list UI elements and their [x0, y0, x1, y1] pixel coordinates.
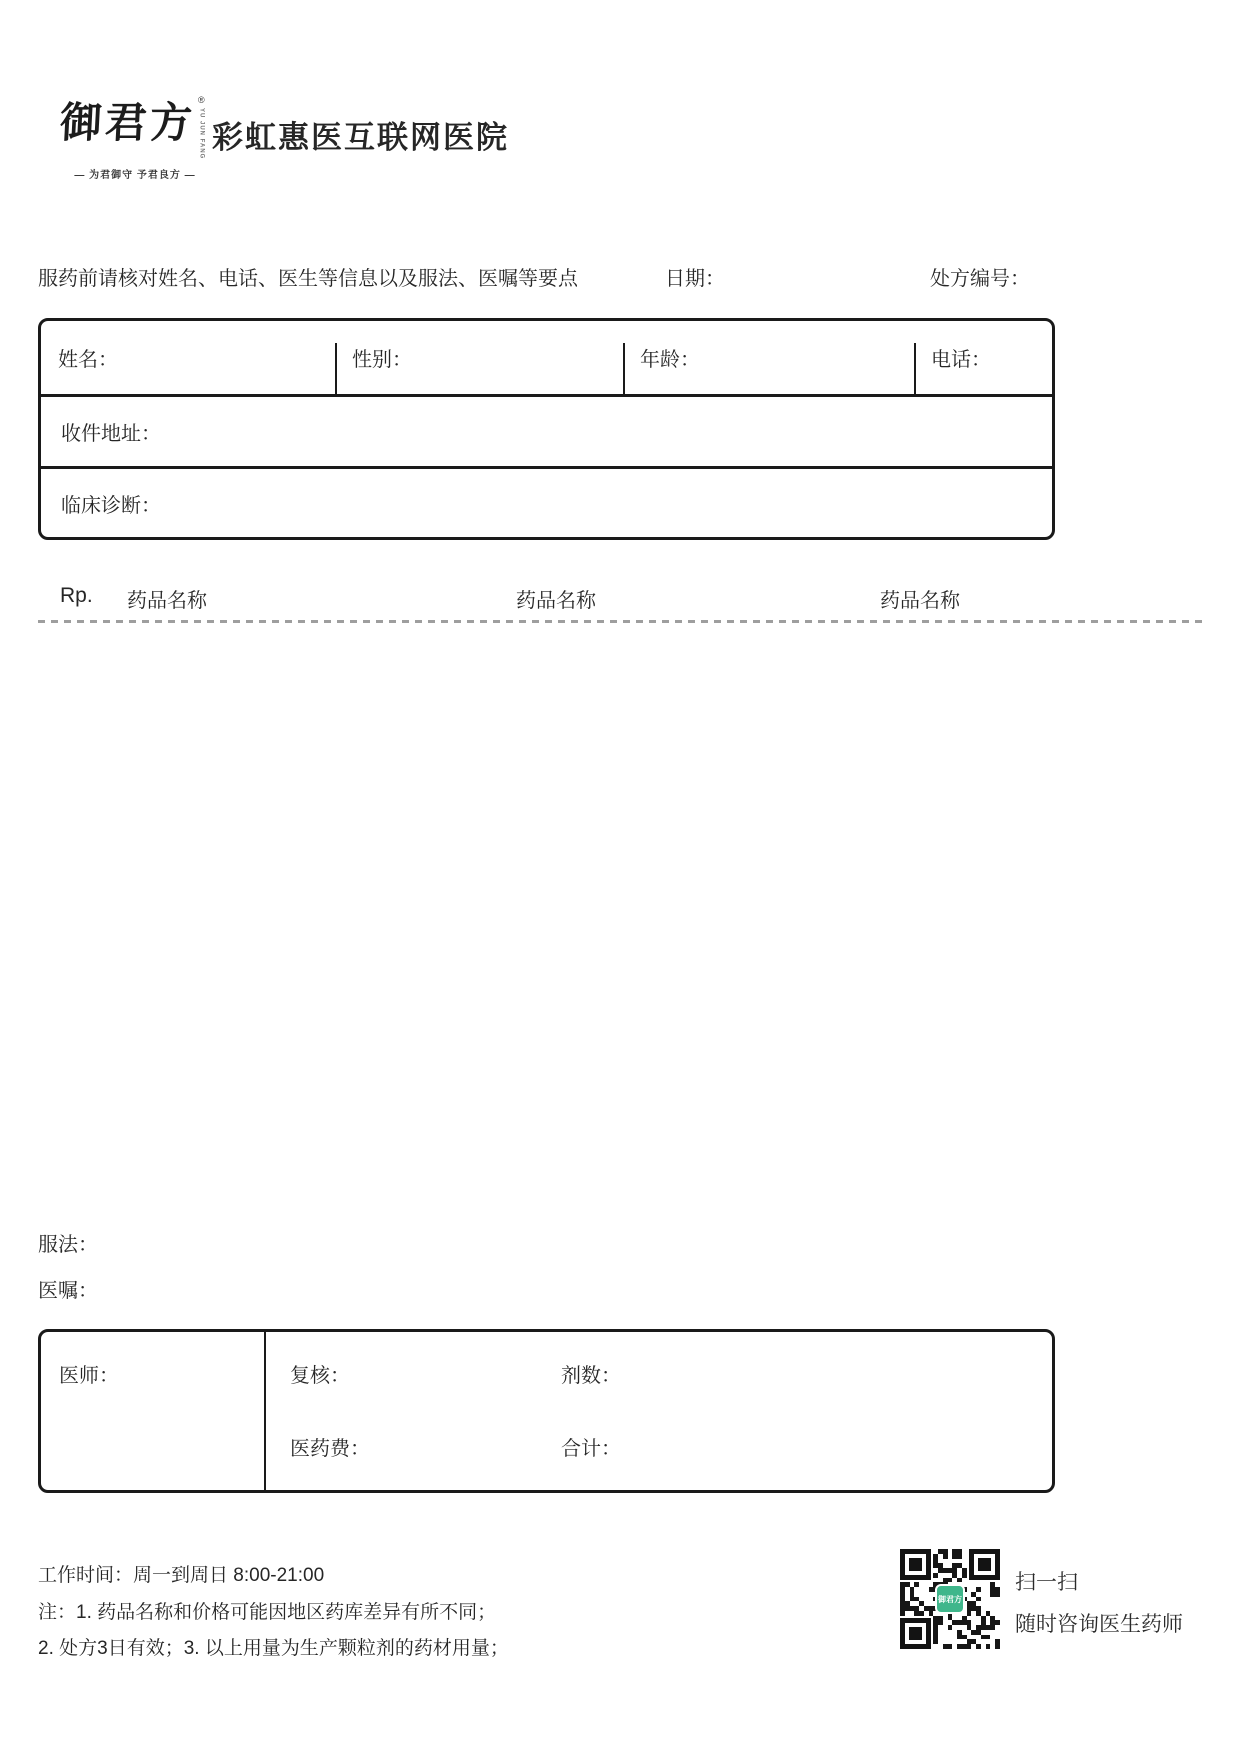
patient-address-row — [41, 397, 1052, 469]
scan-subtitle: 随时咨询医生药师 — [1015, 1613, 1183, 1636]
qr-module — [986, 1644, 991, 1649]
brand-logo-side — [198, 96, 205, 159]
qr-module — [986, 1635, 991, 1640]
reminder-text: 服药前请核对姓名、电话、医生等信息以及服法、医嘱等要点 — [38, 268, 578, 290]
name-label: 姓名： — [58, 349, 118, 371]
qr-finder-pattern — [969, 1549, 1000, 1580]
qr-finder-pattern — [900, 1549, 931, 1580]
scan-title: 扫一扫 — [1015, 1571, 1078, 1594]
usage-label: 服法： — [38, 1234, 98, 1256]
qr-center-logo-text: 御君方 — [938, 1594, 962, 1604]
patient-info-box — [38, 318, 1055, 540]
registered-trademark-icon: ® — [198, 95, 205, 105]
drug-name-column-header: 药品名称 — [127, 590, 207, 612]
brand-logo-row — [58, 95, 210, 160]
patient-diagnosis-row — [41, 469, 1052, 537]
qr-module — [995, 1644, 1000, 1649]
qr-module — [957, 1554, 962, 1559]
qr-module — [900, 1611, 905, 1616]
qr-module — [976, 1597, 981, 1602]
qr-module — [933, 1639, 938, 1644]
qr-module — [995, 1592, 1000, 1597]
patient-row-basic — [41, 321, 1052, 397]
signature-box — [38, 1329, 1055, 1493]
qr-module — [995, 1620, 1000, 1625]
address-label: 收件地址： — [61, 423, 161, 445]
review-fee-cell — [266, 1332, 1052, 1490]
qr-module — [914, 1582, 919, 1587]
brand-vertical-text: YU JUN FANG — [198, 108, 205, 160]
total-label: 合计： — [561, 1438, 621, 1460]
qr-module — [933, 1573, 938, 1578]
qr-code-image — [900, 1549, 1000, 1649]
qr-module — [948, 1644, 953, 1649]
age-label: 年龄： — [640, 349, 700, 371]
qr-module — [919, 1611, 924, 1616]
patient-name-cell — [41, 321, 335, 394]
qr-module — [976, 1644, 981, 1649]
gender-label: 性别： — [352, 349, 412, 371]
doctor-cell — [41, 1332, 266, 1490]
qr-module — [967, 1644, 972, 1649]
doses-label: 剂数： — [561, 1365, 621, 1387]
qr-module — [990, 1625, 995, 1630]
drug-name-column-header: 药品名称 — [516, 590, 596, 612]
qr-finder-pattern — [900, 1618, 931, 1649]
rp-header-row — [0, 584, 1240, 612]
page-title: 彩虹惠医互联网医院 — [212, 120, 509, 155]
brand-tagline: — 为君御守 予君良方 — — [74, 170, 196, 182]
qr-module — [957, 1578, 962, 1583]
medicine-fee-label: 医药费： — [290, 1438, 370, 1460]
drug-name-column-header: 药品名称 — [880, 590, 960, 612]
doctor-advice-label: 医嘱： — [38, 1280, 98, 1302]
qr-module — [967, 1611, 972, 1616]
qr-module — [943, 1554, 948, 1559]
phone-label: 电话： — [931, 349, 991, 371]
note-line-1: 注：1. 药品名称和价格可能因地区药库差异有所不同； — [38, 1602, 497, 1623]
note-line-2: 2. 处方3日有效；3. 以上用量为生产颗粒剂的药材用量； — [38, 1638, 509, 1659]
rp-label: Rp. — [60, 584, 93, 607]
date-label: 日期： — [665, 268, 725, 290]
patient-age-cell — [623, 321, 914, 394]
reviewer-label: 复核： — [290, 1365, 350, 1387]
dashed-separator — [38, 620, 1205, 623]
qr-module — [938, 1620, 943, 1625]
patient-phone-cell — [914, 321, 1052, 394]
diagnosis-label: 临床诊断： — [61, 494, 161, 517]
patient-gender-cell — [335, 321, 623, 394]
qr-center-logo — [935, 1584, 965, 1614]
doctor-label: 医师： — [59, 1365, 119, 1387]
brand-logo — [58, 95, 210, 182]
qr-module — [962, 1573, 967, 1578]
qr-module — [976, 1587, 981, 1592]
working-hours-text: 工作时间：周一到周日 8:00-21:00 — [38, 1565, 325, 1586]
brand-logo-text: 御君方 — [58, 98, 197, 147]
prescription-number-label: 处方编号： — [930, 268, 1030, 290]
qr-module — [948, 1625, 953, 1630]
meta-row — [0, 262, 1240, 290]
qr-module — [948, 1578, 953, 1583]
